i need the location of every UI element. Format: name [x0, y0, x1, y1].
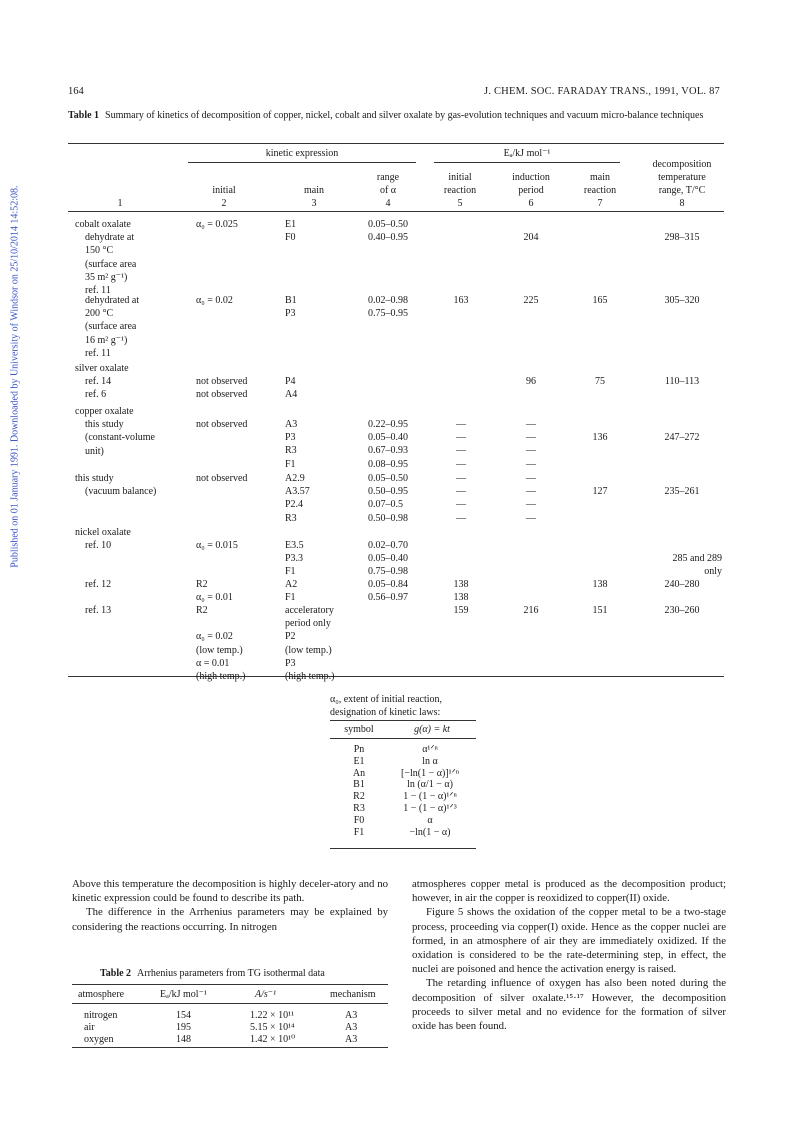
- group-activation-energy: Eₐ/kJ mol⁻¹: [503, 148, 551, 159]
- header-initial-reaction: initial reaction: [443, 172, 477, 197]
- copper-oxalate-cv-label: copper oxalate this study (constant-volume unit): [75, 406, 155, 457]
- cobalt-200-range: 0.02–0.98 0.75–0.95: [368, 295, 408, 320]
- table2-header-a: A/s⁻¹: [255, 989, 277, 1000]
- cobalt-200-temp: 305–320: [664, 295, 700, 306]
- table1-caption-text: Summary of kinetics of decomposition of copper, nickel, cobalt and silver oxalate by gas-evolution techniques and vacuum micro-balance techniques: [105, 110, 704, 121]
- table2-top-rule: [72, 984, 388, 985]
- cobalt-200-initial: α₀ = 0.02: [196, 295, 233, 306]
- cobalt-200-main: B1 P3: [285, 295, 297, 320]
- legend-header-rule: [330, 738, 476, 739]
- header-induction-period: induction period: [512, 172, 550, 197]
- table2-label: Table 2: [100, 968, 132, 979]
- copper-vb-main: A2.9 A3.57 P2.4 R3: [285, 473, 310, 524]
- nickel-ref13-main: acceleratory period only P2 (low temp.) P3 (high temp.): [285, 605, 335, 683]
- table1-top-rule: [68, 143, 724, 144]
- col-number-7: 7: [597, 198, 603, 209]
- copper-cv-main: A3 P3 R3 F1: [285, 419, 298, 470]
- col-number-5: 5: [457, 198, 463, 209]
- nickel-ref13-temp: 230–260: [664, 605, 700, 616]
- legend-symbols: Pn E1 An B1 R2 R3 F0 F1: [352, 744, 366, 838]
- cobalt-150-temp: 298–315: [664, 232, 700, 243]
- copper-vb-main-reaction: 127: [592, 486, 608, 497]
- cobalt-200-initial-reaction: 163: [453, 295, 469, 306]
- copper-vb-initial: not observed: [196, 473, 248, 484]
- table1-label: Table 1: [68, 110, 100, 121]
- col-number-6: 6: [528, 198, 534, 209]
- group-kinetic-expression: kinetic expression: [265, 148, 339, 159]
- col-number-2: 2: [221, 198, 227, 209]
- table1-bottom-rule: [68, 676, 724, 677]
- table1-header-rule: [68, 211, 724, 212]
- nickel-ref10-initial: α₀ = 0.015: [196, 540, 238, 551]
- nickel-ref12-main-reaction: 138: [592, 579, 608, 590]
- nickel-ref12-temp: 240–280: [664, 579, 700, 590]
- cobalt-oxalate-150-label: cobalt oxalate dehydrate at 150 °C (surface area 35 m² g⁻¹) ref. 11: [75, 219, 137, 297]
- copper-vb-temp: 235–261: [664, 486, 700, 497]
- nickel-ref12-range: 0.05–0.84 0.56–0.97: [368, 579, 408, 604]
- copper-cv-induction-dashes: — — — —: [526, 419, 536, 470]
- legend-caption: α₀, extent of initial reaction, designation of kinetic laws:: [330, 694, 443, 718]
- nickel-ref13-label: ref. 13: [85, 605, 112, 616]
- table2-header-mechanism: mechanism: [330, 989, 376, 1000]
- paragraph: Figure 5 shows the oxidation of the copper metal to be a two-stage process, proceeding via copper(I) oxide. Hence as the copper nuclei are formed, in an atmosphere of air they are immediately oxidized. If the oxidation is considered to be the rate-determining step, in effect, the nuclei are poisoned and hence the activation energy is raised.: [412, 906, 726, 976]
- header-initial: initial: [212, 185, 236, 196]
- copper-cv-temp: 247–272: [664, 432, 700, 443]
- nickel-ref12-initial-reaction: 138 138: [453, 579, 469, 604]
- paragraph: The difference in the Arrhenius parameters may be explained by considering the reactions occurring. In nitrogen: [72, 906, 388, 933]
- col-number-8: 8: [679, 198, 685, 209]
- cobalt-150-initial: α₀ = 0.025: [196, 219, 238, 230]
- copper-vb-initial-reaction-dashes: — — — —: [456, 473, 466, 524]
- nickel-ref13-main-reaction: 151: [592, 605, 608, 616]
- kinetic-group-rule: [188, 162, 416, 163]
- cobalt-200-main-reaction: 165: [592, 295, 608, 306]
- legend-top-rule: [330, 720, 476, 721]
- copper-vb-induction-dashes: — — — —: [526, 473, 536, 524]
- cobalt-150-induction: 204: [523, 232, 539, 243]
- cobalt-150-main: E1 F0: [285, 219, 297, 244]
- silver-temp: 110–113: [664, 376, 700, 387]
- silver-induction: 96: [526, 376, 536, 387]
- table2-header-atmosphere: atmosphere: [78, 989, 125, 1000]
- cobalt-200-induction: 225: [523, 295, 539, 306]
- copper-vb-range: 0.05–0.50 0.50–0.95 0.07–0.5 0.50–0.98: [368, 473, 408, 524]
- table2-caption: [100, 967, 325, 980]
- copper-oxalate-vb-label: this study (vacuum balance): [75, 473, 157, 498]
- nickel-ref13-initial: R2 α₀ = 0.02 (low temp.) α = 0.01 (high temp.): [196, 605, 246, 682]
- nickel-ref13-induction: 216: [523, 605, 539, 616]
- nickel-ref10-main: E3.5 P3.3 F1: [285, 540, 304, 578]
- col-number-1: 1: [117, 198, 123, 209]
- header-main-reaction: main reaction: [583, 172, 617, 197]
- nickel-ref10-temp: 285 and 289 only: [672, 553, 722, 578]
- silver-main-reaction: 75: [595, 376, 605, 387]
- copper-cv-initial-reaction-dashes: — — — —: [456, 419, 466, 470]
- download-notice: Published on 01 January 1991. Downloaded by University of Windsor on 25/10/2014 14:52:08.: [9, 185, 21, 568]
- copper-cv-range: 0.22–0.95 0.05–0.40 0.67–0.93 0.08–0.95: [368, 419, 408, 470]
- ea-group-rule: [434, 162, 620, 163]
- nickel-ref10-range: 0.02–0.70 0.05–0.40 0.75–0.98: [368, 540, 408, 578]
- header-range: range of α: [376, 172, 400, 197]
- table2-bottom-rule: [72, 1047, 388, 1048]
- table2-col-ea: 154 195 148: [176, 1010, 191, 1046]
- silver-initial: not observed not observed: [196, 376, 248, 401]
- paragraph: Above this temperature the decomposition is highly deceler-atory and no kinetic expression could be found to describe its path.: [72, 878, 388, 905]
- copper-cv-initial: not observed: [196, 419, 248, 430]
- cobalt-oxalate-200-label: dehydrated at 200 °C (surface area 16 m² g⁻¹) ref. 11: [85, 295, 140, 359]
- nickel-ref13-initial-reaction: 159: [453, 605, 469, 616]
- page-number: 164: [68, 86, 84, 97]
- silver-oxalate-label: silver oxalate ref. 14 ref. 6: [75, 363, 129, 401]
- col-number-4: 4: [385, 198, 391, 209]
- table2-col-atmosphere: nitrogen air oxygen: [84, 1010, 118, 1046]
- header-decomposition-temperature: decomposition temperature range, T/°C: [652, 159, 712, 197]
- body-left-top: [72, 877, 388, 934]
- table2-header-rule: [72, 1003, 388, 1004]
- table2-col-a: 1.22 × 10¹¹ 5.15 × 10¹⁴ 1.42 × 10¹⁰: [250, 1010, 296, 1046]
- nickel-oxalate-label: nickel oxalate ref. 10: [75, 527, 131, 552]
- nickel-ref12-initial: R2 α₀ = 0.01: [196, 579, 233, 604]
- legend-bottom-rule: [330, 848, 476, 849]
- legend-law-header: g(α) = kt: [414, 724, 450, 735]
- copper-cv-main-reaction: 136: [592, 432, 608, 443]
- table2-header-ea: Eₐ/kJ mol⁻¹: [160, 989, 207, 1000]
- header-main: main: [304, 185, 324, 196]
- paragraph: The retarding influence of oxygen has also been noted during the decomposition of silver oxalate.¹⁵·¹⁷ However, the decomposition proceeds to silver metal and no evidence for the formation of silver oxide has been found.: [412, 977, 726, 1033]
- paragraph: atmospheres copper metal is produced as the decomposition product; however, in air the copper is reoxidized to copper(II) oxide.: [412, 878, 726, 905]
- body-right: [412, 877, 726, 1033]
- nickel-ref12-main: A2 F1: [285, 579, 298, 604]
- legend-symbol-header: symbol: [344, 724, 374, 735]
- cobalt-150-range: 0.05–0.50 0.40–0.95: [368, 219, 408, 244]
- col-number-3: 3: [311, 198, 317, 209]
- table2-col-mechanism: A3 A3 A3: [345, 1010, 358, 1046]
- table2-caption-text: Arrhenius parameters from TG isothermal data: [137, 968, 325, 979]
- silver-main: P4 A4: [285, 376, 298, 401]
- legend-laws: α¹ᐟⁿ ln α [−ln(1 − α)]¹ᐟⁿ ln (α/1 − α) 1 − (1 − α)¹ᐟⁿ 1 − (1 − α)¹ᐟ³ α −ln(1 − α): [401, 744, 459, 838]
- journal-header: J. CHEM. SOC. FARADAY TRANS., 1991, VOL. 87: [484, 86, 720, 97]
- table1-caption: [68, 110, 724, 123]
- nickel-ref12-label: ref. 12: [85, 579, 112, 590]
